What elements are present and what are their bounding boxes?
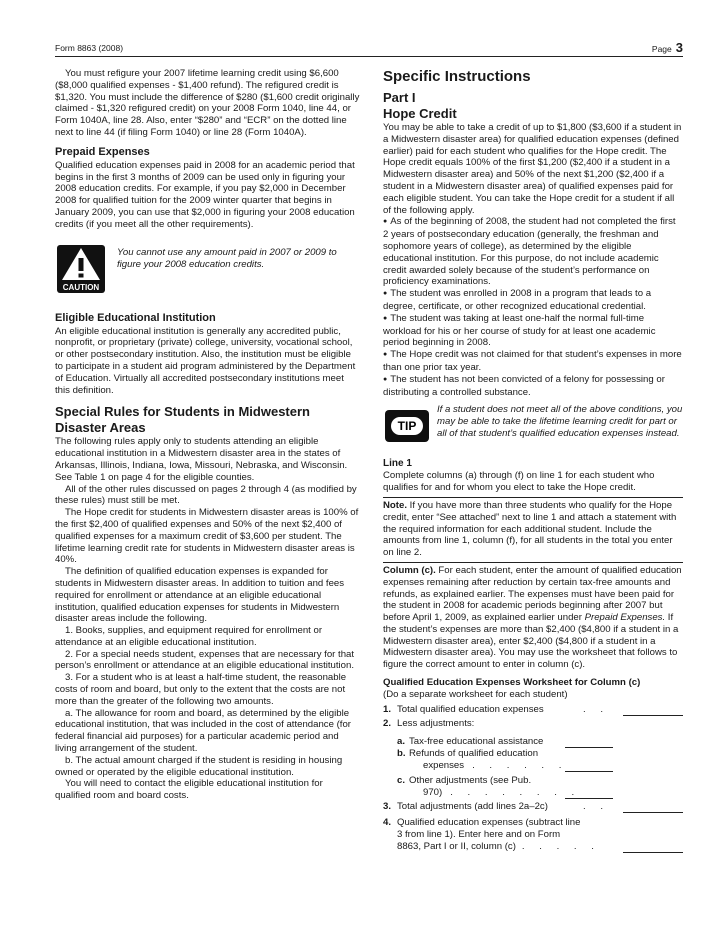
midwest-p1: The following rules apply only to students attending an eligible educational institution in a Midwestern disaster area in the states of Arkansas, Illinois, Indiana, Iowa, Missouri, Nebraska, and Wisconsin. See Table 1 on page 4 for the eligible counties. — [55, 436, 348, 483]
intro-paragraph: You must refigure your 2007 lifetime learning credit using $6,600 ($8,000 qualified expenses - $1,400 refund). The refigured credit is $1,320. You must include the difference of $280 ($1,600 credit originally claimed - $1,320 refigured credit) on your 2008 Form 1040, line 44, or Form 1040A, line 28. Also, enter “$280” and “ECR” on the dotted line next to line 44 (if filing Form 1040) or line 28 (Form 1040A). — [55, 68, 360, 138]
worksheet-line-2c-cont — [383, 787, 683, 799]
line-label: Qualified education expenses (subtract line — [397, 817, 581, 829]
line-2c-entry[interactable] — [565, 798, 613, 799]
line1-heading: Line 1 — [383, 458, 412, 470]
caution-label: CAUTION — [62, 282, 100, 292]
tip-icon — [385, 410, 429, 442]
right-column — [383, 68, 683, 853]
eligible-body: An eligible educational institution is generally any accredited public, nonprofit, or proprietary (private) college, university, vocational school, or other postsecondary institution. Also, the institution must be eligible to participate in a student aid program administered by the Department of Education. Virtually all accredited postsecondary institutions meet this definition. — [55, 325, 356, 396]
line-number: 1. — [383, 704, 392, 716]
midwest-heading: Special Rules for Students in Midwestern Disaster Areas — [55, 404, 310, 436]
line-2b-entry[interactable] — [565, 771, 613, 772]
line-number: 2. — [383, 718, 392, 730]
line-label: Other adjustments (see Pub. — [409, 775, 532, 787]
worksheet-subtitle: (Do a separate worksheet for each student) — [383, 689, 568, 701]
midwest-p2: All of the other rules discussed on pages 2 through 4 (as modified by these rules) must still be met. — [55, 483, 357, 507]
line-label: Total qualified education expenses — [397, 704, 544, 716]
caution-icon — [57, 245, 105, 293]
line-label: Tax-free educational assistance — [409, 736, 544, 748]
prepaid-heading: Prepaid Expenses — [55, 145, 150, 158]
page-word: Page — [651, 44, 672, 54]
prepaid-reference: Prepaid Expenses. — [584, 612, 666, 624]
note-label: Note. — [383, 499, 407, 511]
worksheet-line-2c — [383, 775, 683, 787]
midwest-p8: a. The allowance for room and board, as determined by the eligible educational institution, that was included in the cost of attendance (for federal financial aid purposes) for a particular academic period and living arrangement of the student. — [55, 707, 351, 755]
left-column — [55, 68, 360, 802]
line-letter: a. — [397, 736, 406, 748]
page-label — [652, 40, 683, 55]
midwest-p4: The definition of qualified education expenses is expanded for students in Midwestern disaster areas. In addition to tuition and fees required for enrollment or attendance at an eligible educational institution, qualified education expenses for students in Midwestern disaster areas include the following. — [55, 566, 345, 625]
part-heading: Part I — [383, 90, 416, 105]
page-number: 3 — [675, 40, 683, 55]
caution-callout — [55, 243, 360, 299]
hope-bullet: ● The Hope credit was not claimed for that student’s expenses in more than one prior tax year. — [383, 349, 683, 374]
line-label: 8863, Part I or II, column (c) — [397, 841, 516, 853]
leader-dots: . . . . . — [521, 841, 600, 853]
worksheet-title: Qualified Education Expenses Worksheet for Column (c) — [383, 677, 641, 689]
leader-dots: . . . . . . . . — [450, 787, 581, 799]
note-paragraph — [383, 497, 683, 559]
midwest-p3: The Hope credit for students in Midwestern disaster areas is 100% of the first $2,400 of qualified expenses and 50% of the next $2,400 of qualified expenses for a maximum credit of $3,600 per student. The lifetime learning credit rate for students in Midwestern disaster areas is 40%. — [55, 507, 359, 566]
tip-callout — [383, 404, 683, 456]
hope-bullet: ● The student was taking at least one-half the normal full-time workload for his or her course of study for at least one academic period beginning in 2008. — [383, 313, 683, 349]
leader-dots: . . — [583, 801, 609, 813]
prepaid-body: Qualified education expenses paid in 2008 for an academic period that begins in the first 3 months of 2009 can be used only in figuring your 2008 education credits. For example, if you pay $2,000 in December 2008 for qualified tuition for the 2009 winter quarter that begins in January 2009, you can use that $2,000 in figuring your 2008 education credits (if you meet all the other requirements). — [55, 159, 355, 230]
worksheet-line-2 — [383, 718, 683, 730]
form-label: Form 8863 (2008) — [55, 43, 124, 53]
column-c-paragraph — [383, 562, 683, 671]
line-1-entry[interactable] — [623, 715, 683, 716]
worksheet-line-3 — [383, 801, 683, 813]
worksheet-line-2a — [383, 736, 683, 748]
hope-bullet: ● The student has not been convicted of a felony for possessing or distributing a controlled substance. — [383, 374, 683, 399]
hope-bullet: ● As of the beginning of 2008, the student had not completed the first 2 years of postsecondary education (generally, the freshman and sophomore years of college), as determined by the eligible educational institution. For this purpose, do not include academic credit awarded solely because of the student’s performance on proficiency examinations. — [383, 216, 683, 288]
eligible-heading: Eligible Educational Institution — [55, 311, 216, 324]
line-label: Refunds of qualified education — [409, 748, 539, 760]
tip-text: If a student does not meet all of the above conditions, you may be able to take the lifetime learning credit for part or all of that student’s qualified education expenses instead. — [437, 404, 683, 439]
worksheet-line-4-cont — [383, 829, 683, 841]
column-c-label: Column (c). — [383, 564, 436, 576]
hope-body: You may be able to take a credit of up to $1,800 ($3,600 if a student in a Midwestern disaster area) for qualified education expenses (defined earlier) paid for each student who qualifies for the Hope credit. The Hope credit equals 100% of the first $1,200 ($2,400 if a student in a Midwestern disaster area) and 50% of the next $1,200 ($2,400 if a student in a Midwestern disaster area) of qualified expenses paid for each eligible student. You can take the Hope credit for a student if all of the following apply. — [383, 122, 682, 216]
line-label: 970) — [423, 787, 443, 799]
line-3-entry[interactable] — [623, 812, 683, 813]
line-label: expenses — [423, 760, 465, 772]
line-number: 4. — [383, 817, 392, 829]
caution-text: You cannot use any amount paid in 2007 or 2009 to figure your 2008 education credits. — [117, 246, 337, 270]
leader-dots: . . — [583, 704, 609, 716]
midwest-p6: 2. For a special needs student, expenses that are necessary for that person’s enrollment or attendance at an eligible educational institution. — [55, 648, 355, 672]
midwest-p9: b. The actual amount charged if the student is residing in housing owned or operated by the eligible educational institution. — [55, 754, 343, 778]
midwest-p7: 3. For a student who is at least a half-time student, the reasonable costs of room and board, but only to the extent that the costs are not more than the greater of the following two amounts. — [55, 672, 347, 707]
hope-bullet: ● The student was enrolled in 2008 in a program that leads to a degree, certificate, or other recognized educational credential. — [383, 288, 683, 313]
column-c-body-2: If the student’s expenses are more than $2,400 ($4,800 if a student in a Midwestern disaster area), enter $2,400 ($4,800 if a student in a Midwestern disaster area). You may use the worksheet that follows to figure the correct amount to enter in column (c). — [383, 612, 679, 671]
line-letter: c. — [397, 775, 406, 787]
line-label: Less adjustments: — [397, 718, 475, 730]
worksheet-line-2b — [383, 748, 683, 760]
worksheet-line-1 — [383, 704, 683, 716]
line-label: Total adjustments (add lines 2a–2c) — [397, 801, 548, 813]
tip-label: TIP — [391, 417, 423, 435]
hope-credit-heading: Hope Credit — [383, 106, 457, 121]
note-body: If you have more than three students who qualify for the Hope credit, enter “See attached” next to line 1 and attach a statement with the required information for each additional student. Include the amounts from line 1, column (f), for all students in the total you enter on line 2. — [383, 499, 677, 559]
line-number: 3. — [383, 801, 392, 813]
column-c-body-1: For each student, enter the amount of qualified education expenses remaining after reduction by certain tax-free amounts and refunds, as explained earlier. The expenses must have been paid for the student in 2008 for academic periods beginning after 2007 but before April 1, 2009, as explained earlier under — [383, 564, 682, 624]
line-label: 3 from line 1). Enter here and on Form — [397, 829, 561, 841]
midwest-p10: You will need to contact the eligible educational institution for qualified room and board costs. — [55, 778, 323, 802]
page-header — [55, 40, 683, 57]
worksheet-line-4-cont — [383, 841, 683, 853]
line-4-entry[interactable] — [623, 852, 683, 853]
worksheet-line-2b-cont — [383, 760, 683, 772]
line1-body: Complete columns (a) through (f) on line 1 for each student who qualifies for and for whom you elect to take the Hope credit. — [383, 470, 655, 494]
worksheet-line-4 — [383, 817, 683, 829]
specific-instructions-title: Specific Instructions — [383, 68, 531, 85]
line-letter: b. — [397, 748, 406, 760]
midwest-p5: 1. Books, supplies, and equipment required for enrollment or attendance at an eligible educational institution. — [55, 625, 323, 648]
leader-dots: . . . . . . — [472, 760, 568, 772]
